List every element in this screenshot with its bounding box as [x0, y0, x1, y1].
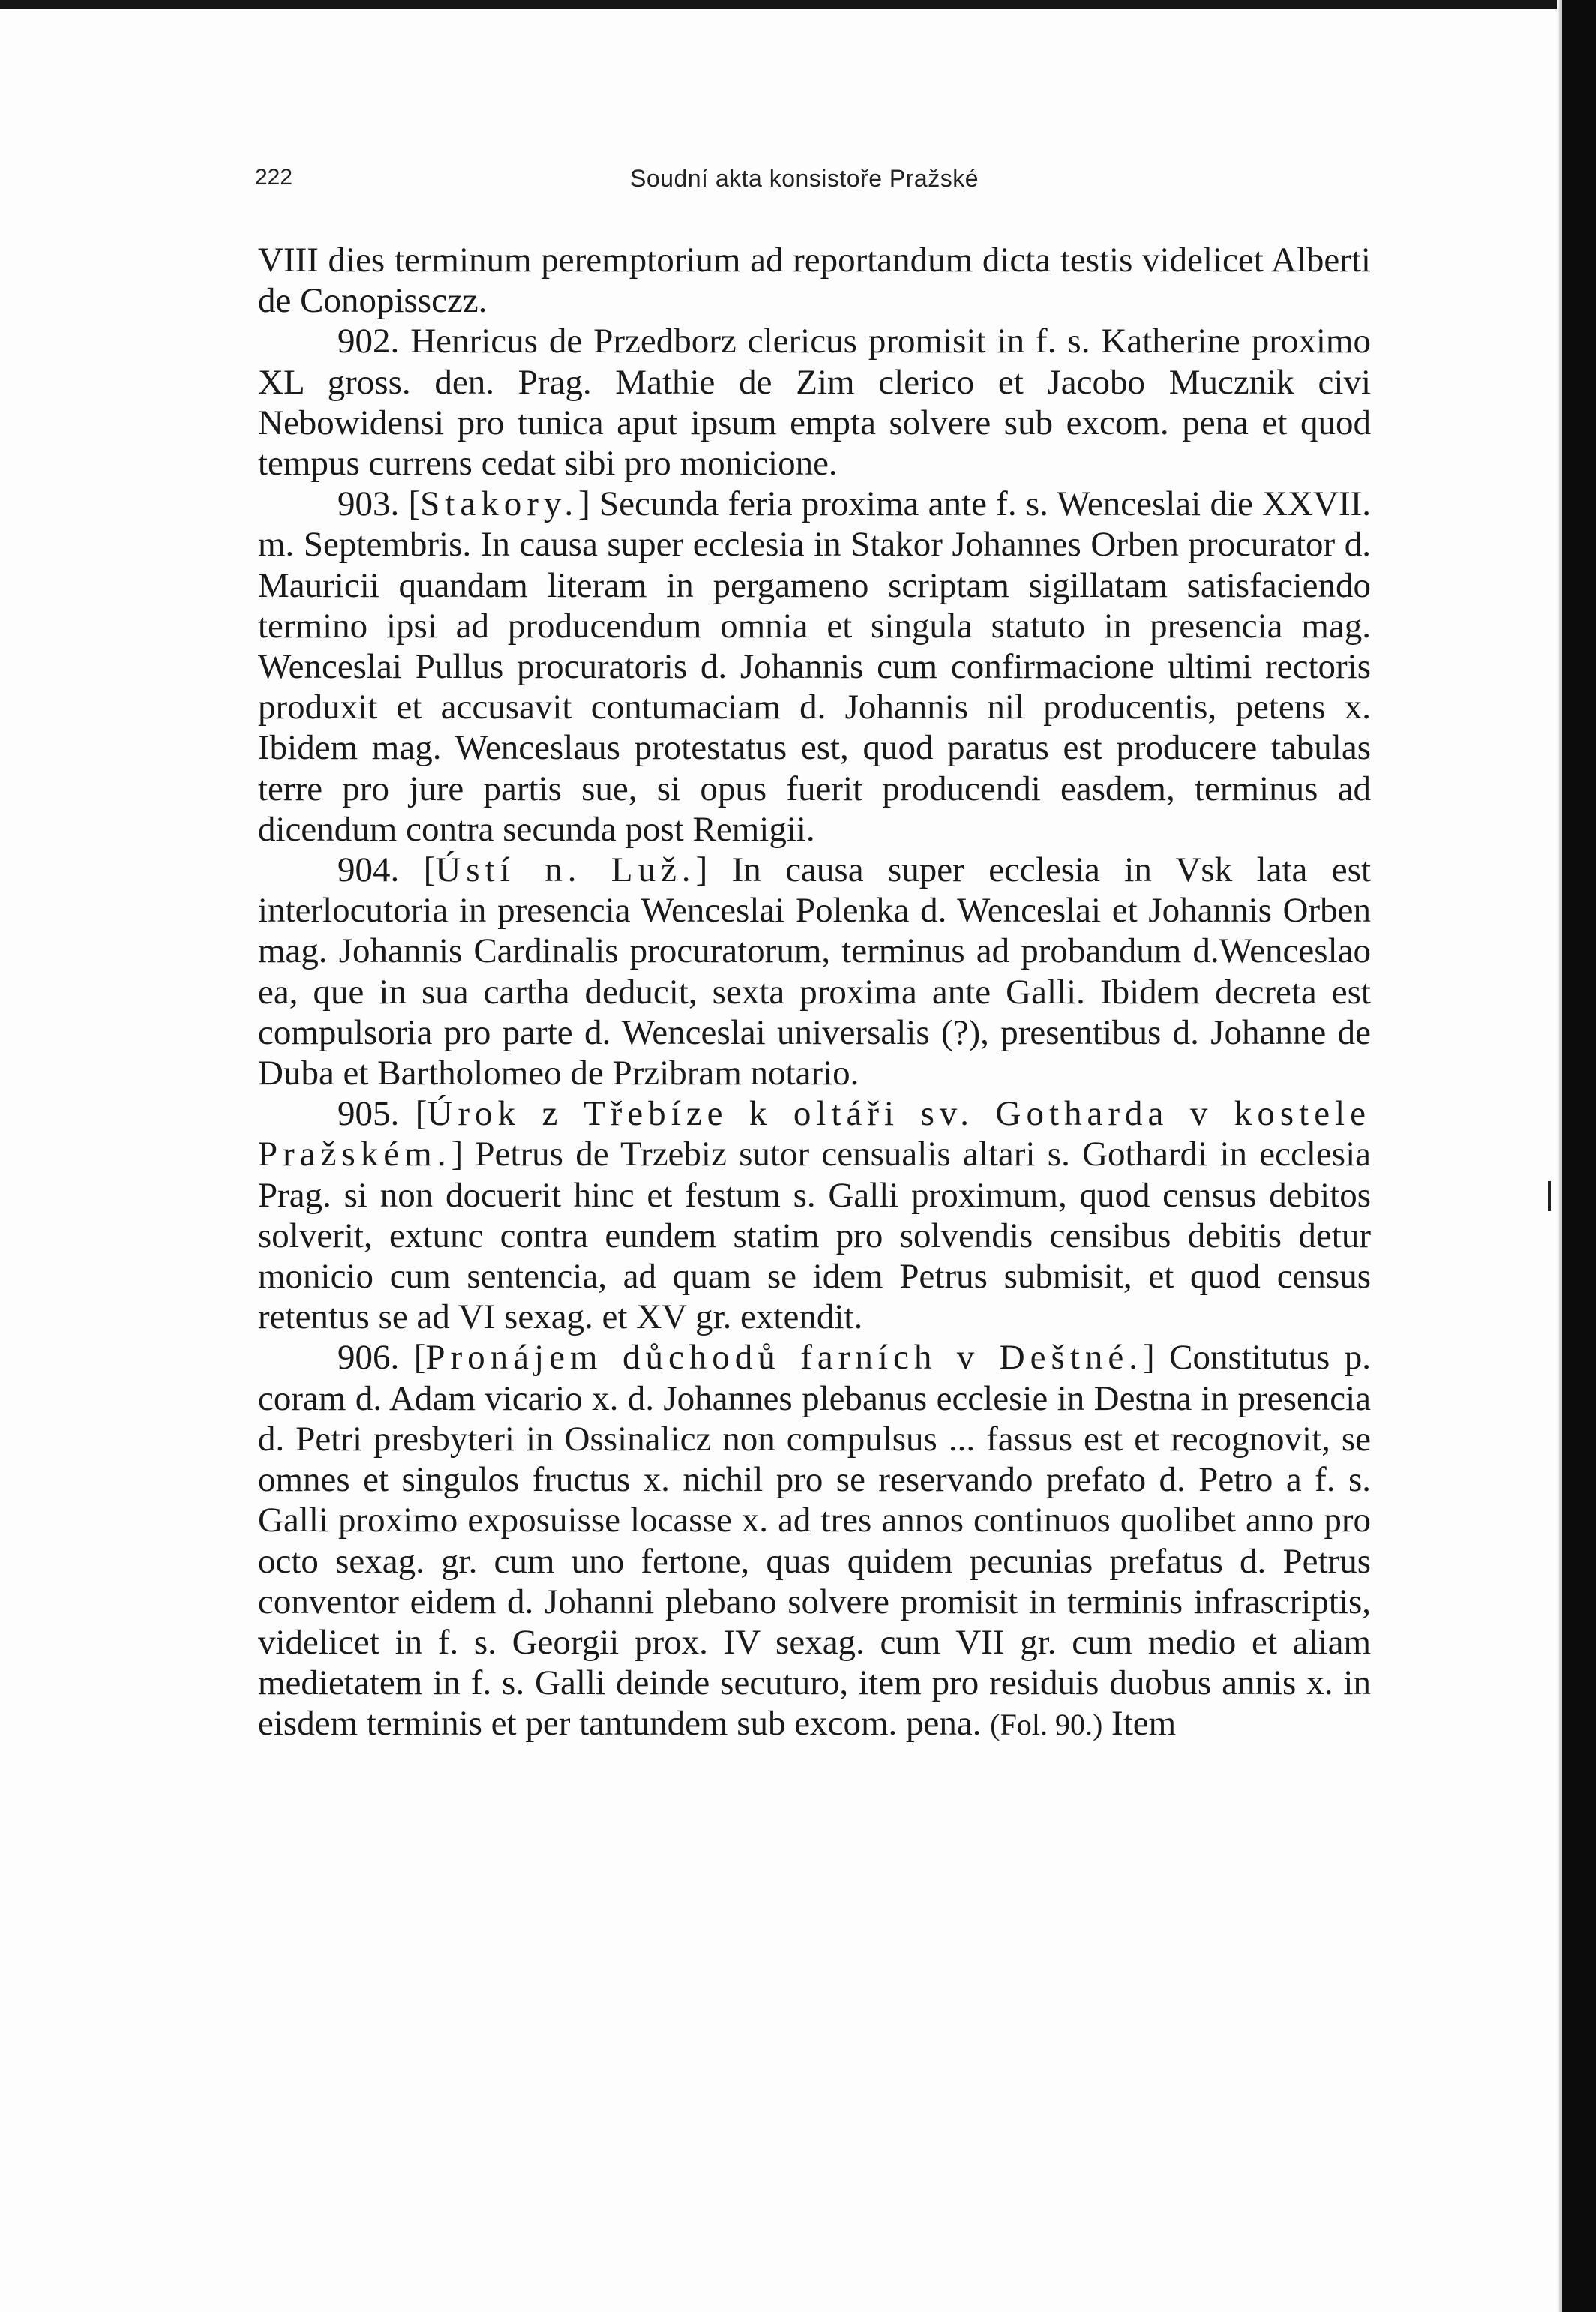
entry-text: Secunda feria proxima ante f. s. Wenceslai die XXVII. m. Septembris. In causa super ecclesia in Stakor Johannes Orben procurator d. Mauricii quandam literam in pergameno scriptam sigillatam satisfaciendo termino ipsi ad producendum omnia et singula statuto in presencia mag. Wenceslai Pullus procuratoris d. Johannis cum confirmacione ultimi rectoris produxit et accusavit contumaciam d. Johannis nil producentis, petens x. Ibidem mag. Wenceslaus protestatus est, quod paratus est producere tabulas terre pro jure partis sue, si opus fuerit producendi easdem, terminus ad dicendum contra secunda post Remigii. — [258, 484, 1371, 849]
entry-text: Constitutus p. coram d. Adam vicario x. d. Johannes plebanus ecclesie in Destna in presencia d. Petri presbyteri in Ossinalicz non compulsus ... fassus est et recognovit, se omnes et singulos fructus x. nichil pro se reservando prefato d. Petro a f. s. Galli proximo exposuisse locasse x. ad tres annos continuos quolibet anno pro octo sexag. gr. cum uno fertone, quas quidem pecunias prefatus d. Petrus conventor eidem d. Johanni plebano solvere promisit in terminis infrascriptis, videlicet in f. s. Georgii prox. IV sexag. cum VII gr. cum medio et aliam medietatem in f. s. Galli deinde secuturo, item pro residuis duobus annis x. in eisdem terminis et per tantundem sub excom. pena. — [258, 1338, 1371, 1744]
entry-904 — [258, 850, 1371, 1093]
bracket-open: [ — [413, 1338, 426, 1378]
entry-number: 904. — [338, 850, 400, 890]
entry-text: Petrus de Trzebiz sutor censualis altari s. Gothardi in ecclesia Prag. si non docuerit hinc et festum s. Galli proximum, quod census debitos solverit, extunc contra eundem statim pro solvendis censibus debitis detur monicio cum sentencia, ad quam se idem Petrus submisit, et quod census retentus se ad VI sexag. et XV gr. extendit. — [258, 1135, 1371, 1337]
folio-reference: (Fol. 90.) — [990, 1708, 1103, 1742]
scan-border-top — [0, 0, 1596, 9]
body-text — [258, 240, 1371, 1746]
entry-902 — [258, 321, 1371, 484]
entry-903 — [258, 484, 1371, 850]
entry-number: 906. — [338, 1338, 400, 1378]
bracket-close: ] — [451, 1135, 464, 1174]
place-heading: Pronájem důchodů farních v Deštné. — [425, 1338, 1144, 1378]
bracket-open: [ — [423, 850, 436, 890]
paragraph-continuation — [258, 240, 1371, 321]
place-heading: Stakory. — [420, 484, 579, 524]
bracket-close: ] — [578, 484, 590, 524]
page-header — [255, 157, 1372, 202]
running-title: Soudní akta konsistoře Pražské — [630, 165, 980, 192]
entry-905 — [258, 1093, 1371, 1337]
paragraph-text: VIII dies terminum peremptorium ad reportandum dicta testis videlicet Alberti de Conopissczz. — [258, 241, 1371, 321]
bracket-close: ] — [695, 850, 708, 890]
entry-906 — [258, 1337, 1371, 1745]
entry-text: Henricus de Przedborz clericus promisit in f. s. Katherine proximo XL gross. den. Prag. Mathie de Zim clerico et Jacobo Mucznik civi Nebowidensi pro tunica aput ipsum empta solvere sub excom. pena et quod tempus currens cedat sibi pro monicione. — [258, 322, 1371, 484]
bracket-open: [ — [408, 484, 421, 524]
entry-number: 902. — [338, 322, 400, 361]
entry-text: In causa super ecclesia in Vsk lata est interlocutoria in presencia Wenceslai Polenka d. Wenceslai et Johannis Orben mag. Johannis Cardinalis procuratorum, terminus ad probandum d.Wenceslao ea, que in sua cartha deducit, sexta proxima ante Galli. Ibidem decreta est compulsoria pro parte d. Wenceslai universalis (?), presentibus d. Johanne de Duba et Bartholomeo de Przibram notario. — [258, 850, 1372, 1093]
entry-number: 905. — [338, 1094, 400, 1134]
place-heading: Ústí n. Luž. — [435, 850, 696, 890]
place-heading: Úrok z Třebíze k oltáři sv. Gotharda v kostele Pražském. — [258, 1094, 1371, 1174]
page-number: 222 — [255, 165, 293, 190]
bracket-close: ] — [1143, 1338, 1155, 1378]
bracket-open: [ — [415, 1094, 428, 1134]
scan-border-right — [1562, 0, 1596, 2312]
entry-number: 903. — [338, 484, 400, 524]
scan-artifact-mark — [1548, 1181, 1551, 1211]
entry-text-tail: Item — [1112, 1704, 1177, 1744]
